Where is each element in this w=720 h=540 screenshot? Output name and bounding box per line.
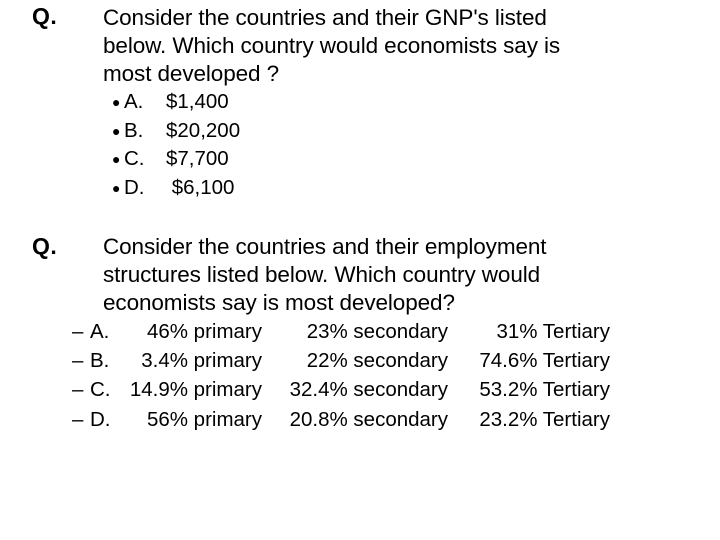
option-letter: C. (90, 378, 111, 402)
question-2-options (72, 317, 610, 434)
option-letter: A. (124, 90, 144, 114)
question-1-options (112, 88, 240, 202)
dash-icon: – (72, 378, 84, 402)
option-tertiary: 23.2% Tertiary (479, 407, 610, 431)
question-1-line-2: below. Which country would economists say is (103, 33, 561, 58)
option-value: $20,200 (166, 118, 241, 142)
option-secondary: 20.8% secondary (289, 407, 448, 431)
option-primary: 3.4% primary (141, 348, 262, 372)
question-1-text (103, 4, 560, 88)
question-1-line-3: most developed ? (103, 61, 280, 86)
question-2-line-1: Consider the countries and their employment (103, 234, 547, 259)
question-1-line-1: Consider the countries and their GNP's listed (103, 5, 547, 30)
question-2-option-a (72, 317, 610, 346)
question-2-line-2: structures listed below. Which country would (103, 262, 541, 287)
option-tertiary: 74.6% Tertiary (479, 348, 610, 372)
option-value: $1,400 (166, 90, 229, 114)
option-letter: A. (90, 319, 110, 343)
dash-icon: – (72, 319, 84, 343)
question-2-option-b (72, 346, 610, 375)
question-2-text (103, 233, 546, 317)
question-1-option-d (112, 174, 240, 203)
question-1-marker: Q. (32, 3, 58, 29)
bullet-icon: ● (112, 94, 121, 111)
option-value: $6,100 (166, 175, 235, 199)
option-letter: C. (124, 147, 145, 171)
question-1-option-a (112, 88, 240, 117)
option-primary: 14.9% primary (129, 378, 262, 402)
option-value: $7,700 (166, 147, 229, 171)
option-primary: 56% primary (146, 407, 262, 431)
question-2-option-d (72, 405, 610, 434)
option-tertiary: 53.2% Tertiary (479, 378, 610, 402)
option-letter: D. (90, 407, 111, 431)
question-1-option-c (112, 145, 240, 174)
option-tertiary: 31% Tertiary (496, 319, 610, 343)
bullet-icon: ● (112, 122, 121, 139)
bullet-icon: ● (112, 179, 121, 196)
question-2-option-c (72, 376, 610, 405)
option-secondary: 23% secondary (306, 319, 448, 343)
question-1-option-b (112, 117, 240, 146)
bullet-icon: ● (112, 151, 121, 168)
option-letter: B. (90, 348, 110, 372)
option-primary: 46% primary (146, 319, 262, 343)
option-secondary: 32.4% secondary (289, 378, 448, 402)
question-2-line-3: economists say is most developed? (103, 290, 455, 315)
question-2-marker: Q. (32, 233, 58, 259)
option-letter: B. (124, 118, 144, 142)
option-secondary: 22% secondary (306, 348, 448, 372)
option-letter: D. (124, 175, 145, 199)
dash-icon: – (72, 407, 84, 431)
dash-icon: – (72, 348, 84, 372)
